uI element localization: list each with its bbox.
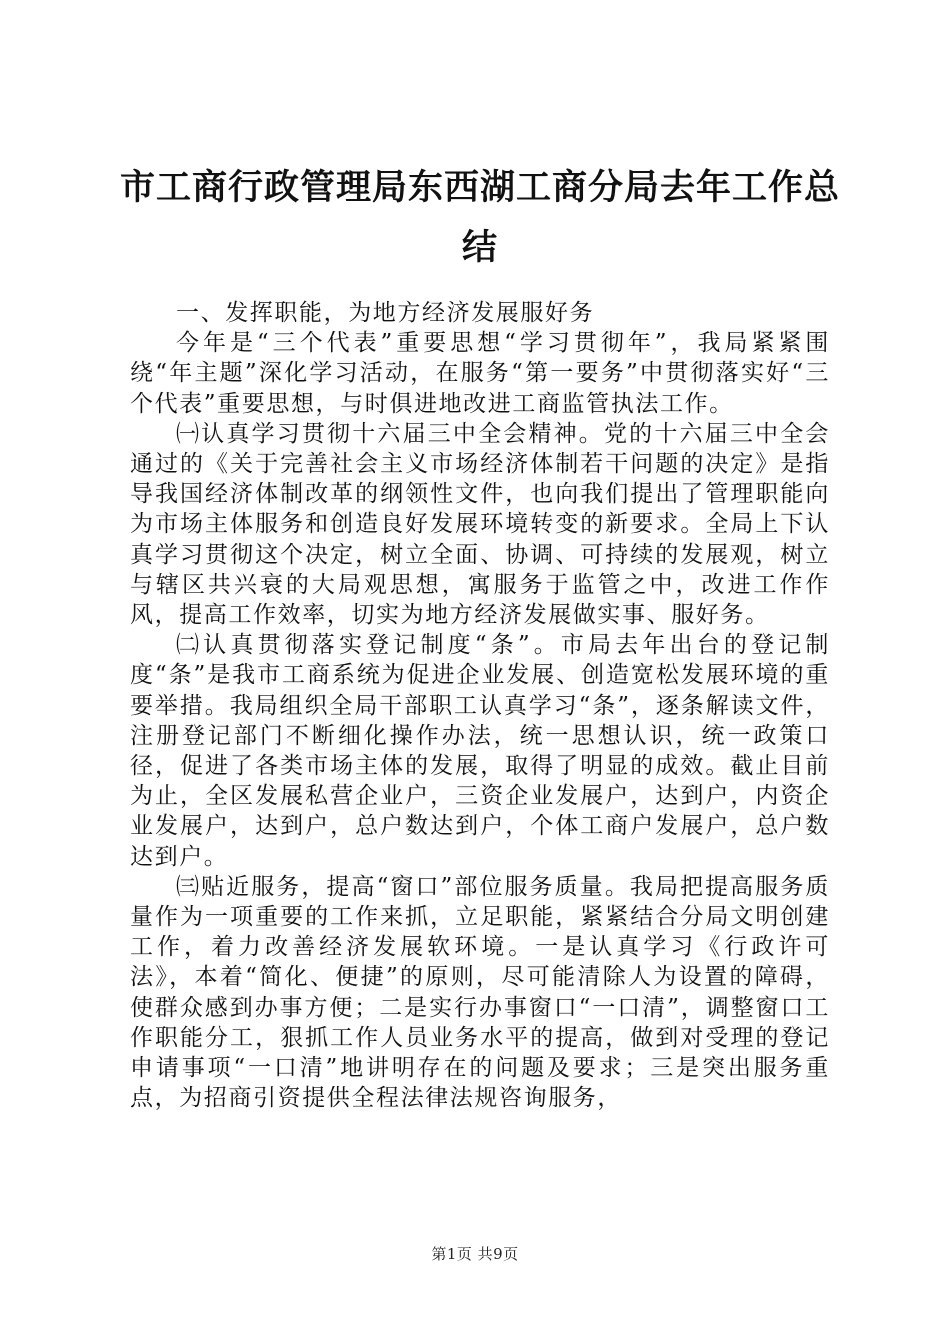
paragraph-item-2: ㈡认真贯彻落实登记制度“条”。市局去年出台的登记制度“条”是我市工商系统为促进企业发展、创造宽松发展环境的重要举措。我局组织全局干部职工认真学习“条”，逐条解读文件，注册登记部门不断细化操作办法，统一思想认识，统一政策口径，促进了各类市场主体的发展，取得了明显的成效。截止目前为止，全区发展私营企业户，三资企业发展户，达到户，内资企业发展户，达到户，总户数达到户，个体工商户发展户，总户数达到户。	[130, 632, 830, 870]
paragraph-item-3: ㈢贴近服务，提高“窗口”部位服务质量。我局把提高服务质量作为一项重要的工作来抓，立足职能，紧紧结合分局文明创建工作，着力改善经济发展软环境。一是认真学习《行政许可法》，本着“简化、便捷”的原则，尽可能清除人为设置的障碍，使群众感到办事方便；二是实行办事窗口“一口清”，调整窗口工作职能分工，狠抓工作人员业务水平的提高，做到对受理的登记申请事项“一口清”地讲明存在的问题及要求；三是突出服务重点，为招商引资提供全程法律法规咨询服务，	[130, 873, 830, 1112]
document-title: 市工商行政管理局东西湖工商分局去年工作总结	[120, 167, 841, 268]
paragraph-intro: 今年是“三个代表”重要思想“学习贯彻年”，我局紧紧围绕“年主题”深化学习活动，在服务“第一要务”中贯彻落实好“三个代表”重要思想，与时俱进地改进工商监管执法工作。	[130, 330, 830, 417]
page-number: 第1页 共9页	[431, 1245, 519, 1263]
paragraph-item-1: ㈠认真学习贯彻十六届三中全会精神。党的十六届三中全会通过的《关于完善社会主义市场经济体制若干问题的决定》是指导我国经济体制改革的纲领性文件，也向我们提出了管理职能向为市场主体服务和创造良好发展环境转变的新要求。全局上下认真学习贯彻这个决定，树立全面、协调、可持续的发展观，树立与辖区共兴衰的大局观思想，寓服务于监管之中，改进工作作风，提高工作效率，切实为地方经济发展做实事、服好务。	[130, 420, 830, 629]
section-heading: 一、发挥职能，为地方经济发展服好务	[176, 300, 595, 326]
document-body	[130, 298, 830, 1113]
